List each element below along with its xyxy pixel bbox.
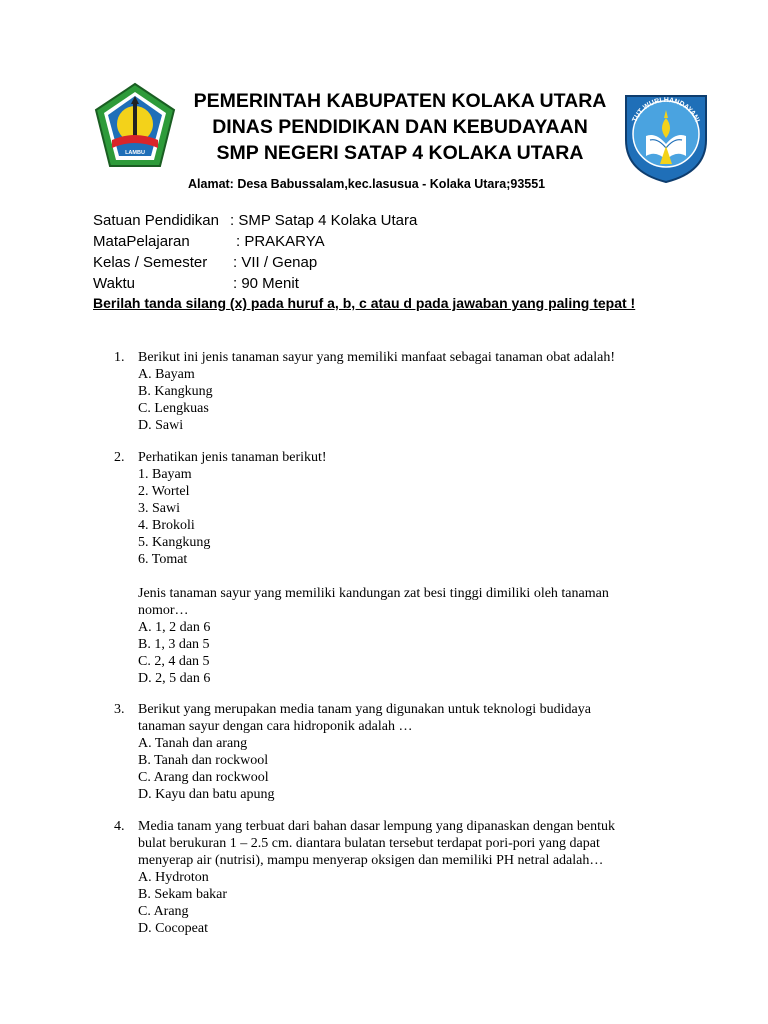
answer-option[interactable]: C. Arang: [138, 904, 189, 919]
info-key: Satuan Pendidikan: [93, 212, 219, 229]
instruction: Berilah tanda silang (x) pada huruf a, b, c atau d pada jawaban yang paling tepat !: [93, 295, 636, 311]
question-4: [114, 818, 694, 937]
question-3: [114, 701, 694, 803]
question-number: 4.: [114, 819, 125, 834]
list-item: 5. Kangkung: [138, 535, 211, 550]
question-text: Berikut yang merupakan media tanam yang digunakan untuk teknologi budidaya: [138, 702, 591, 717]
answer-option[interactable]: A. Tanah dan arang: [138, 736, 248, 751]
answer-option[interactable]: B. Tanah dan rockwool: [138, 753, 269, 768]
letterhead-line-1: PEMERINTAH KABUPATEN KOLAKA UTARA: [193, 90, 607, 112]
answer-option[interactable]: B. 1, 3 dan 5: [138, 637, 210, 652]
info-key: Kelas / Semester: [93, 254, 208, 271]
answer-option[interactable]: D. Kayu dan batu apung: [138, 787, 275, 802]
info-key: MataPelajaran: [93, 233, 190, 250]
answer-option[interactable]: C. Arang dan rockwool: [138, 770, 269, 785]
letterhead: [180, 88, 620, 166]
question-text: tanaman sayur dengan cara hidroponik adalah …: [138, 719, 413, 734]
spacer: [138, 568, 694, 585]
answer-option[interactable]: B. Kangkung: [138, 384, 213, 399]
letterhead-line-2: DINAS PENDIDIKAN DAN KEBUDAYAAN: [212, 116, 588, 138]
list-item: 4. Brokoli: [138, 518, 195, 533]
question-text: Media tanam yang terbuat dari bahan dasar lempung yang dipanaskan dengan bentuk: [138, 819, 616, 834]
question-text: Perhatikan jenis tanaman berikut!: [138, 450, 327, 465]
question-text: menyerap air (nutrisi), mampu menyerap oksigen dan memiliki PH netral adalah…: [138, 853, 604, 868]
question-1: [114, 349, 694, 434]
answer-option[interactable]: A. 1, 2 dan 6: [138, 620, 211, 635]
list-item: 2. Wortel: [138, 484, 190, 499]
question-number: 3.: [114, 702, 125, 717]
answer-option[interactable]: D. 2, 5 dan 6: [138, 671, 211, 686]
info-key: Waktu: [93, 275, 135, 292]
info-value: : 90 Menit: [233, 275, 299, 292]
answer-option[interactable]: C. Lengkuas: [138, 401, 209, 416]
question-text: nomor…: [138, 603, 189, 618]
letterhead-line-3: SMP NEGERI SATAP 4 KOLAKA UTARA: [216, 142, 584, 164]
info-value: : PRAKARYA: [236, 233, 325, 250]
answer-option[interactable]: A. Hydroton: [138, 870, 209, 885]
school-address: Alamat: Desa Babussalam,kec.lasusua - Kolaka Utara;93551: [188, 177, 546, 191]
question-number: 1.: [114, 350, 125, 365]
list-item: 6. Tomat: [138, 552, 188, 567]
answer-option[interactable]: B. Sekam bakar: [138, 887, 228, 902]
answer-option[interactable]: C. 2, 4 dan 5: [138, 654, 210, 669]
svg-text:LAMBU: LAMBU: [125, 150, 145, 156]
list-item: 3. Sawi: [138, 501, 180, 516]
kolaka-utara-logo: [94, 82, 176, 168]
answer-option[interactable]: D. Cocopeat: [138, 921, 208, 936]
question-text: bulat berukuran 1 – 2.5 cm. diantara bulatan tersebut terdapat pori-pori yang dapat: [138, 836, 600, 851]
question-text: Berikut ini jenis tanaman sayur yang memiliki manfaat sebagai tanaman obat adalah!: [138, 350, 616, 365]
svg-text:TUT WURI HANDAYANI: TUT WURI HANDAYANI: [631, 96, 701, 124]
question-number: 2.: [114, 450, 125, 465]
info-value: : VII / Genap: [233, 254, 318, 271]
list-item: 1. Bayam: [138, 467, 192, 482]
answer-option[interactable]: A. Bayam: [138, 367, 195, 382]
answer-option[interactable]: D. Sawi: [138, 418, 184, 433]
info-value: : SMP Satap 4 Kolaka Utara: [230, 212, 418, 229]
tut-wuri-handayani-logo: [620, 88, 712, 184]
question-text: Jenis tanaman sayur yang memiliki kandungan zat besi tinggi dimiliki oleh tanaman: [138, 586, 609, 601]
question-2: [114, 449, 694, 687]
